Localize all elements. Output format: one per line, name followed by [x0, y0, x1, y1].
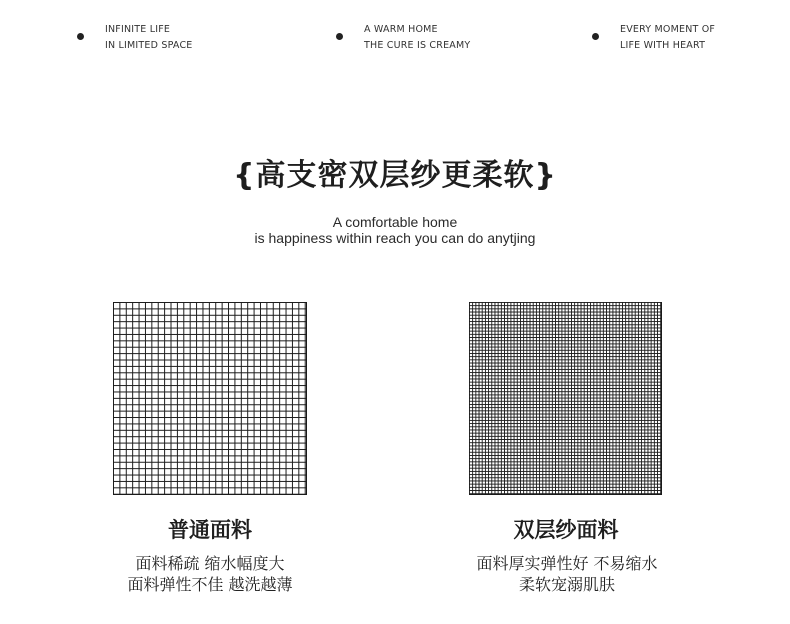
- tagline-line-2: LIFE WITH HEART: [620, 40, 706, 51]
- double-gauze-fabric-grid-image: [469, 302, 662, 495]
- normal-fabric-description: [50, 553, 370, 595]
- tagline-line-1: A WARM HOME: [364, 24, 438, 35]
- double-gauze-fabric-description: [407, 553, 727, 595]
- bullet-dot-icon: [336, 33, 343, 40]
- bullet-dot-icon: [592, 33, 599, 40]
- description-line-2: 面料弹性不佳 越洗越薄: [127, 575, 293, 594]
- tagline-line-1: EVERY MOMENT OF: [620, 24, 716, 35]
- subheadline-line-2: is happiness within reach you can do anytjing: [254, 230, 536, 246]
- tagline-line-2: THE CURE IS CREAMY: [364, 40, 471, 51]
- description-line-1: 面料稀疏 缩水幅度大: [135, 554, 285, 573]
- subheadline-line-1: A comfortable home: [332, 214, 458, 230]
- description-line-2: 柔软宠溺肌肤: [518, 575, 615, 594]
- description-line-1: 面料厚实弹性好 不易缩水: [476, 554, 658, 573]
- bullet-dot-icon: [77, 33, 84, 40]
- tagline-every-moment: [620, 22, 715, 54]
- normal-fabric-title: 普通面料: [168, 518, 252, 542]
- tagline-line-1: INFINITE LIFE: [105, 24, 171, 35]
- tagline-line-2: IN LIMITED SPACE: [105, 40, 193, 51]
- normal-fabric-grid-image: [113, 302, 307, 495]
- tagline-infinite-life: [105, 22, 192, 54]
- headline: {高支密双层纱更柔软}: [233, 158, 557, 193]
- tagline-warm-home: [364, 22, 470, 54]
- double-gauze-fabric-title: 双层纱面料: [513, 518, 619, 542]
